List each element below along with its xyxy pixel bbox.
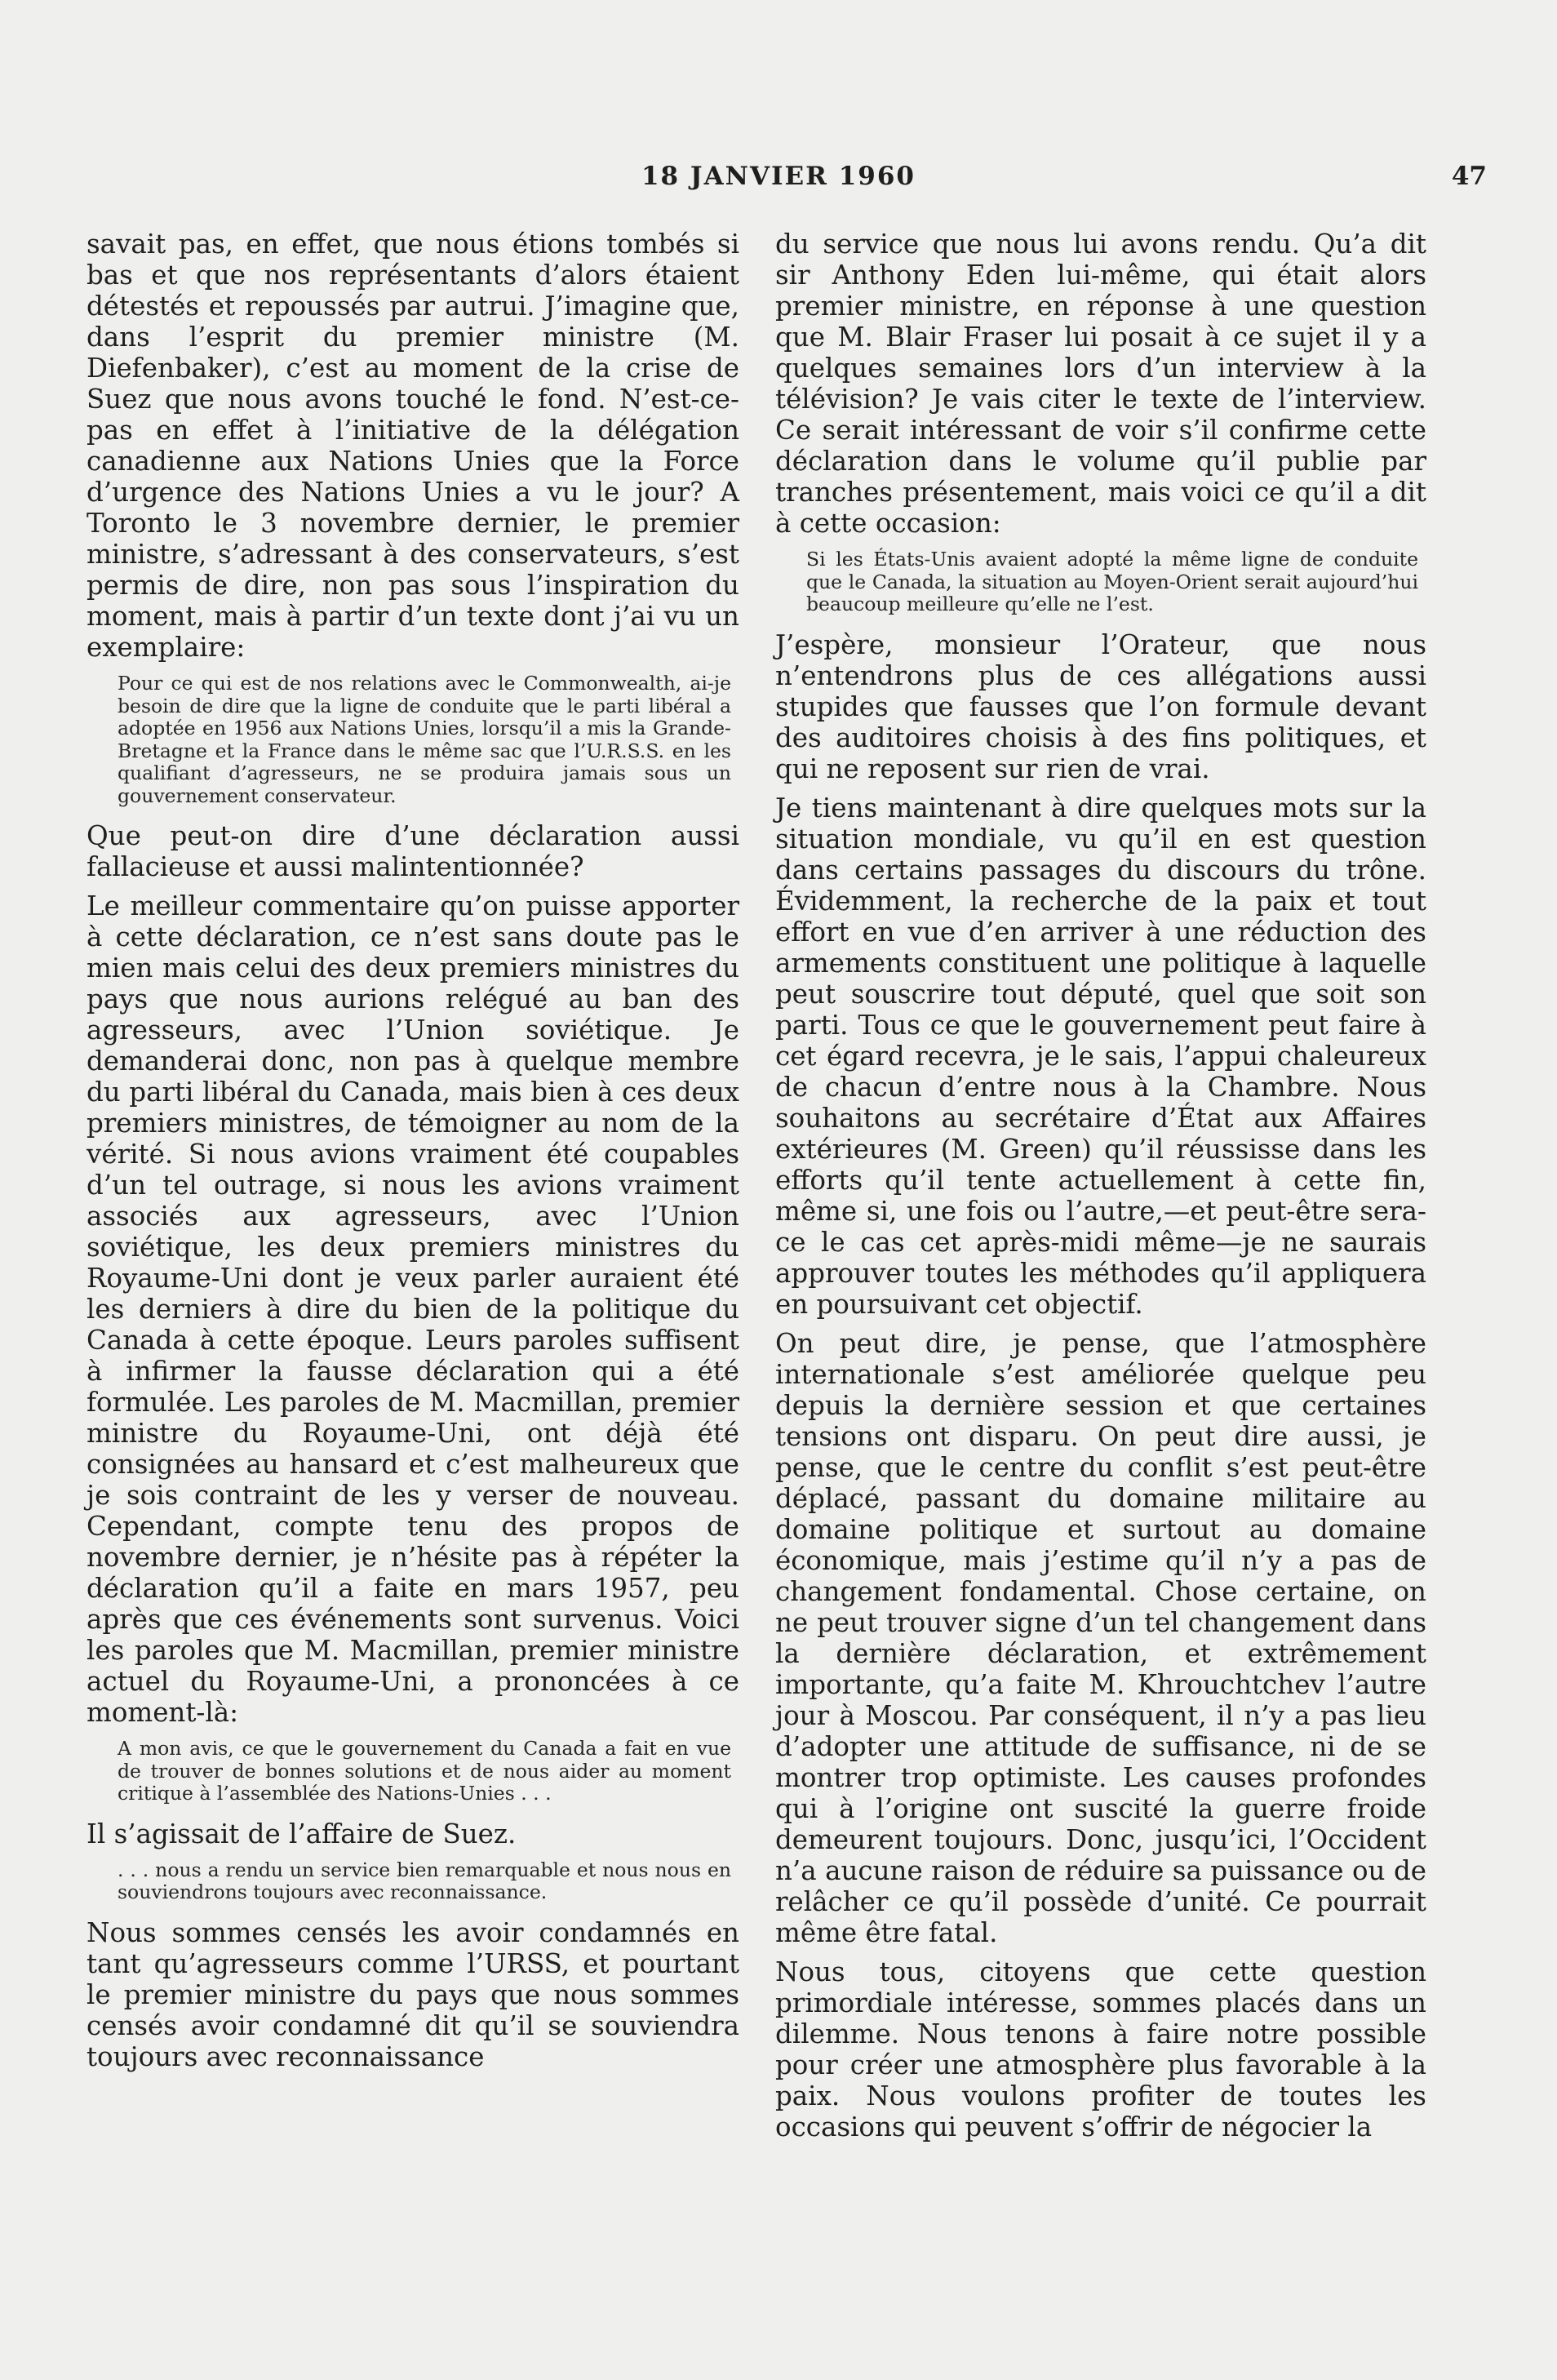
paragraph: savait pas, en effet, que nous étions tombés si bas et que nos représentants d’alors étaient détestés et repoussés par autrui. J’imagine que, dans l’esprit du premier ministre (M. Diefenbaker), c’est au moment de la crise de Suez que nous avons touché le fond. N’est-ce-pas en effet à l’initiative de la délégation canadienne aux Nations Unies que la Force d’urgence des Nations Unies a vu le jour? A Toronto le 3 novembre dernier, le premier ministre, s’adressant à des conservateurs, s’est permis de dire, non pas sous l’inspiration du moment, mais à partir d’un texte dont j’ai vu un exemplaire:: [86, 229, 739, 663]
paragraph: Nous sommes censés les avoir condamnés en tant qu’agresseurs comme l’URSS, et pourtant le premier ministre du pays que nous sommes censés avoir condamné dit qu’il se souviendra toujours avec reconnaissance: [86, 1916, 739, 2072]
paragraph: du service que nous lui avons rendu. Qu’a dit sir Anthony Eden lui-même, qui était alors premier ministre, en réponse à une question que M. Blair Fraser lui posait à ce sujet il y a quelques semaines lors d’un interview à la télévision? Je vais citer le texte de l’interview. Ce serait intéressant de voir s’il confirme cette déclaration dans le volume qu’il publie par tranches présentement, mais voici ce qu’il a dit à cette occasion:: [775, 229, 1426, 539]
paragraph: Il s’agissait de l’affaire de Suez.: [86, 1818, 517, 1849]
left-column: [86, 229, 739, 2072]
page-number: 47: [1451, 162, 1487, 191]
page-date-header: 18 JANVIER 1960: [641, 162, 916, 191]
paragraph: Nous tous, citoyens que cette question primordiale intéresse, sommes placés dans un dilemme. Nous tenons à faire notre possible pour créer une atmosphère plus favorable à la paix. Nous voulons profiter de toutes les occasions qui peuvent s’offrir de négocier la: [775, 1956, 1426, 2142]
paragraph: On peut dire, je pense, que l’atmosphère internationale s’est améliorée quelque peu depuis la dernière session et que certaines tensions ont disparu. On peut dire aussi, je pense, que le centre du conflit s’est peut-être déplacé, passant du domaine militaire au domaine politique et surtout au domaine économique, mais j’estime qu’il n’y a pas de changement fondamental. Chose certaine, on ne peut trouver signe d’un tel changement dans la dernière déclaration, et extrêmement importante, qu’a faite M. Khrouchtchev l’autre jour à Moscou. Par conséquent, il n’y a pas lieu d’adopter une attitude de suffisance, ni de se montrer trop optimiste. Les causes profondes qui à l’origine ont suscité la guerre froide demeurent toujours. Donc, jusqu’ici, l’Occident n’a aucune raison de réduire sa puissance ou de relâcher ce qu’il possède d’unité. Ce pourrait même être fatal.: [775, 1327, 1426, 1948]
block-quote: . . . nous a rendu un service bien remarquable et nous nous en souviendrons toujours avec reconnaissance.: [118, 1858, 731, 1903]
right-column: [775, 229, 1426, 2142]
block-quote: Pour ce qui est de nos relations avec le Commonwealth, ai-je besoin de dire que la ligne de conduite que le parti libéral a adoptée en 1956 aux Nations Unies, lorsqu’il a mis la Grande-Bretagne et la France dans le même sac que l’U.R.S.S. en les qualifiant d’agresseurs, ne se produira jamais sous un gouvernement conservateur.: [118, 672, 731, 807]
paragraph: Je tiens maintenant à dire quelques mots sur la situation mondiale, vu qu’il en est question dans certains passages du discours du trône. Évidemment, la recherche de la paix et tout effort en vue d’en arriver à une réduction des armements constituent une politique à laquelle peut souscrire tout député, quel que soit son parti. Tous ce que le gouvernement peut faire à cet égard recevra, je le sais, l’appui chaleureux de chacun d’entre nous à la Chambre. Nous souhaitons au secrétaire d’État aux Affaires extérieures (M. Green) qu’il réussisse dans les efforts qu’il tente actuellement à cette fin, même si, une fois ou l’autre,—et peut-être sera-ce le cas cet après-midi même—je ne saurais approuver toutes les méthodes qu’il appliquera en poursuivant cet objectif.: [775, 792, 1426, 1320]
paragraph: Le meilleur commentaire qu’on puisse apporter à cette déclaration, ce n’est sans doute pas le mien mais celui des deux premiers ministres du pays que nous aurions relégué au ban des agresseurs, avec l’Union soviétique. Je demanderai donc, non pas à quelque membre du parti libéral du Canada, mais bien à ces deux premiers ministres, de témoigner au nom de la vérité. Si nous avions vraiment été coupables d’un tel outrage, si nous les avions vraiment associés aux agresseurs, avec l’Union soviétique, les deux premiers ministres du Royaume-Uni dont je veux parler auraient été les derniers à dire du bien de la politique du Canada à cette époque. Leurs paroles suffisent à infirmer la fausse déclaration qui a été formulée. Les paroles de M. Macmillan, premier ministre du Royaume-Uni, ont déjà été consignées au hansard et c’est malheureux que je sois contraint de les y verser de nouveau. Cependant, compte tenu des propos de novembre dernier, je n’hésite pas à répéter la déclaration qu’il a faite en mars 1957, peu après que ces événements sont survenus. Voici les paroles que M. Macmillan, premier ministre actuel du Royaume-Uni, a prononcées à ce moment-là:: [86, 890, 739, 1728]
paragraph: J’espère, monsieur l’Orateur, que nous n’entendrons plus de ces allégations aussi stupides que fausses que l’on formule devant des auditoires choisis à des fins politiques, et qui ne reposent sur rien de vrai.: [775, 628, 1426, 784]
block-quote: Si les États-Unis avaient adopté la même ligne de conduite que le Canada, la situation au Moyen-Orient serait aujourd’hui beaucoup meilleure qu’elle ne l’est.: [806, 548, 1418, 615]
block-quote: A mon avis, ce que le gouvernement du Canada a fait en vue de trouver de bonnes solutions et de nous aider au moment critique à l’assemblée des Nations-Unies . . .: [118, 1737, 731, 1805]
paragraph: Que peut-on dire d’une déclaration aussi fallacieuse et aussi malintentionnée?: [86, 820, 739, 882]
